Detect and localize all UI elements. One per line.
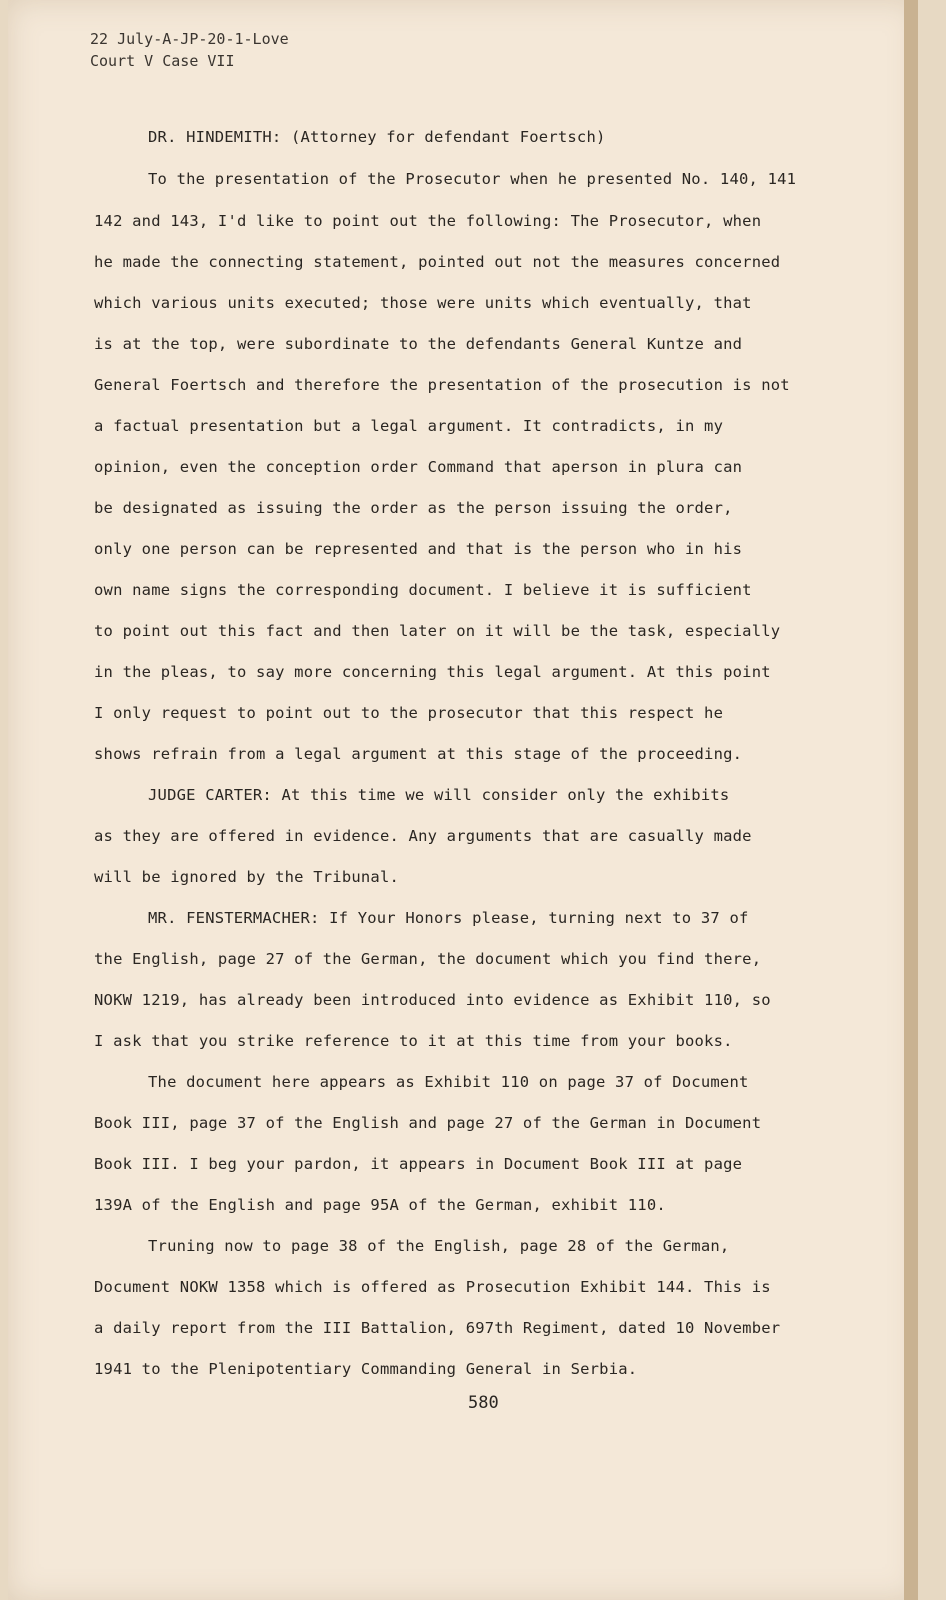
body-line: a factual presentation but a legal argument. It contradicts, in my [94,417,724,435]
document-page [8,0,918,1600]
page-number: 580 [468,1393,499,1413]
body-line: own name signs the corresponding document. I believe it is sufficient [94,581,752,599]
body-line: NOKW 1219, has already been introduced into evidence as Exhibit 110, so [94,991,771,1009]
body-line: will be ignored by the Tribunal. [94,868,400,886]
page-edge [904,0,918,1600]
body-line: 142 and 143, I'd like to point out the following: The Prosecutor, when [94,212,762,230]
body-line: to point out this fact and then later on it will be the task, especially [94,622,781,640]
body-line: The document here appears as Exhibit 110 on page 37 of Document [148,1073,749,1091]
body-line: is at the top, were subordinate to the defendants General Kuntze and [94,335,743,353]
body-line: the English, page 27 of the German, the document which you find there, [94,950,762,968]
body-line: a daily report from the III Battalion, 697th Regiment, dated 10 November [94,1319,781,1337]
document-header [90,28,289,72]
body-line: Book III. I beg your pardon, it appears in Document Book III at page [94,1155,743,1173]
body-line: which various units executed; those were units which eventually, that [94,294,752,312]
header-reference: 22 July-A-JP-20-1-Love [90,30,289,48]
body-line: To the presentation of the Prosecutor when he presented No. 140, 141 [148,170,797,188]
speaker-line: DR. HINDEMITH: (Attorney for defendant Foertsch) [148,128,606,146]
body-line: opinion, even the conception order Command that aperson in plura can [94,458,743,476]
body-line: be designated as issuing the order as the person issuing the order, [94,499,733,517]
body-line: Book III, page 37 of the English and page 27 of the German in Document [94,1114,762,1132]
speaker-line: MR. FENSTERMACHER: If Your Honors please, turning next to 37 of [148,909,749,927]
body-line: in the pleas, to say more concerning this legal argument. At this point [94,663,771,681]
body-line: 139A of the English and page 95A of the German, exhibit 110. [94,1196,666,1214]
body-line: only one person can be represented and that is the person who in his [94,540,743,558]
body-line: Document NOKW 1358 which is offered as Prosecution Exhibit 144. This is [94,1278,771,1296]
body-line: I only request to point out to the prosecutor that this respect he [94,704,724,722]
body-line: as they are offered in evidence. Any arguments that are casually made [94,827,752,845]
speaker-line: JUDGE CARTER: At this time we will consider only the exhibits [148,786,730,804]
body-line: General Foertsch and therefore the presentation of the prosecution is not [94,376,790,394]
body-line: shows refrain from a legal argument at this stage of the proceeding. [94,745,743,763]
header-court-case: Court V Case VII [90,52,235,70]
body-line: I ask that you strike reference to it at this time from your books. [94,1032,733,1050]
body-line: Truning now to page 38 of the English, page 28 of the German, [148,1237,730,1255]
body-line: he made the connecting statement, pointed out not the measures concerned [94,253,781,271]
body-line: 1941 to the Plenipotentiary Commanding General in Serbia. [94,1360,638,1378]
